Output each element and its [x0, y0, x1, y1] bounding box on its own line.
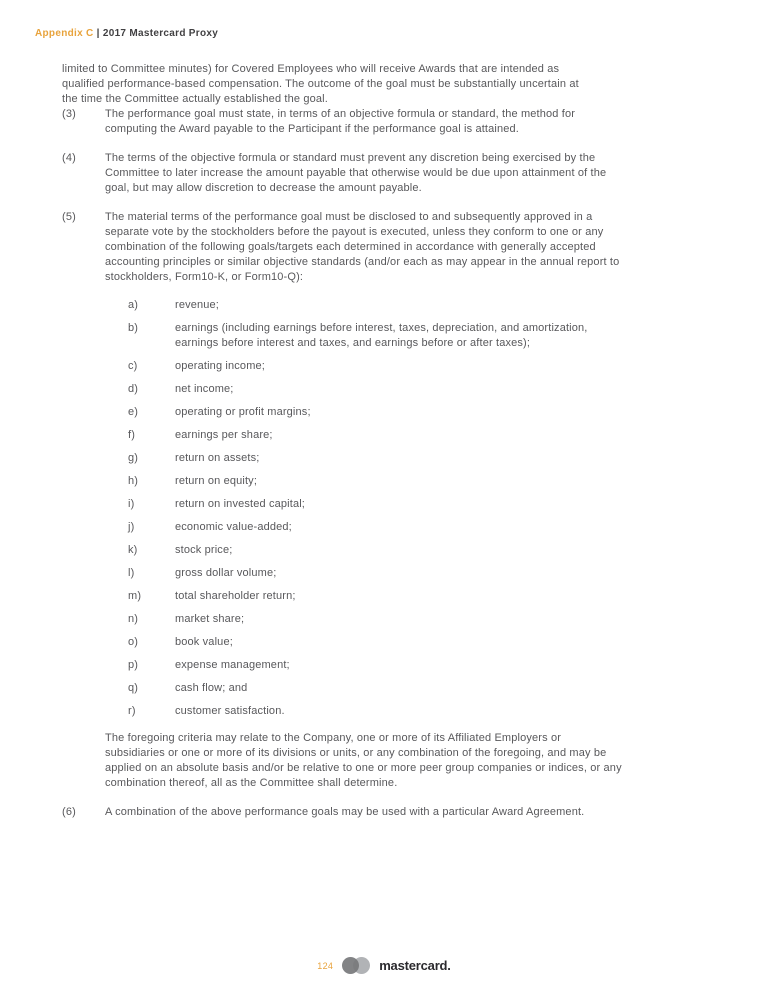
body-content	[62, 62, 624, 834]
lettered-item-letter: b)	[128, 322, 139, 334]
item-text: The performance goal must state, in terms of an objective formula or standard, the method for computing the Award payable to the Participant if the performance goal is attained.	[105, 108, 576, 135]
lettered-item	[128, 474, 624, 489]
lettered-item-text: customer satisfaction.	[175, 705, 285, 717]
lettered-item-text: return on equity;	[175, 475, 258, 487]
lettered-item-letter: f)	[128, 429, 136, 441]
item-number: (5)	[62, 211, 76, 223]
lettered-item-letter: k)	[128, 544, 138, 556]
numbered-item	[62, 805, 624, 820]
numbered-item	[62, 210, 624, 791]
numbered-list	[62, 107, 624, 820]
item-number: (6)	[62, 806, 76, 818]
lettered-item-text: earnings (including earnings before interest, taxes, depreciation, and amortization, earnings before interest and taxes, and earnings before or after taxes);	[175, 322, 588, 349]
lettered-item-letter: l)	[128, 567, 135, 579]
page-footer	[0, 957, 768, 974]
item-body	[105, 210, 624, 791]
item-body	[105, 805, 624, 820]
header-separator-bar: |	[96, 28, 103, 39]
intro-paragraph: limited to Committee minutes) for Covered Employees who will receive Awards that are intended as qualified performance-based compensation. The outcome of the goal must be substantially uncertain at the time the Committee actually established the goal.	[62, 63, 579, 105]
lettered-item-letter: o)	[128, 636, 139, 648]
lettered-item-text: net income;	[175, 383, 234, 395]
page-header	[35, 28, 218, 39]
appendix-label: Appendix C	[35, 28, 94, 39]
lettered-item-letter: c)	[128, 360, 138, 372]
page-number: 124	[317, 960, 334, 971]
item-closing-paragraph: The foregoing criteria may relate to the Company, one or more of its Affiliated Employers or subsidiaries or one or more of its divisions or units, or any combination of the foregoing, and may be applied on an absolute basis and/or be relative to one or more peer group companies or indices, or any combination thereof, all as the Committee shall determine.	[105, 732, 622, 789]
lettered-item-letter: a)	[128, 299, 139, 311]
numbered-item	[62, 151, 624, 196]
lettered-item-text: return on invested capital;	[175, 498, 306, 510]
numbered-item	[62, 107, 624, 137]
lettered-item-text: expense management;	[175, 659, 290, 671]
lettered-list	[128, 298, 624, 719]
lettered-item	[128, 359, 624, 374]
lettered-item-letter: r)	[128, 705, 136, 717]
item-number: (3)	[62, 108, 76, 120]
item-text: A combination of the above performance goals may be used with a particular Award Agreement.	[105, 806, 585, 818]
lettered-item	[128, 658, 624, 673]
lettered-item-letter: q)	[128, 682, 139, 694]
lettered-item-letter: h)	[128, 475, 139, 487]
lettered-item-letter: g)	[128, 452, 139, 464]
brand-wordmark: mastercard.	[379, 958, 451, 973]
lettered-item-letter: i)	[128, 498, 135, 510]
lettered-item	[128, 405, 624, 420]
lettered-item-text: revenue;	[175, 299, 220, 311]
item-body	[105, 151, 624, 196]
lettered-item	[128, 428, 624, 443]
lettered-item	[128, 382, 624, 397]
item-number: (4)	[62, 152, 76, 164]
lettered-item-letter: p)	[128, 659, 139, 671]
lettered-item	[128, 566, 624, 581]
lettered-item-text: stock price;	[175, 544, 233, 556]
lettered-item	[128, 589, 624, 604]
lettered-item-letter: d)	[128, 383, 139, 395]
lettered-item-text: gross dollar volume;	[175, 567, 277, 579]
lettered-item	[128, 635, 624, 650]
header-title: 2017 Mastercard Proxy	[102, 28, 219, 39]
lettered-item	[128, 704, 624, 719]
lettered-item-text: book value;	[175, 636, 233, 648]
lettered-item-text: operating or profit margins;	[175, 406, 311, 418]
lettered-item-text: earnings per share;	[175, 429, 273, 441]
item-text: The material terms of the performance goal must be disclosed to and subsequently approved in a separate vote by the stockholders before the payout is executed, unless they conform to one or any combination of the following goals/targets each determined in accordance with generally accepted accounting principles or similar objective standards (and/or each as may appear in the annual report to stockholders, Form10-K, or Form10-Q):	[105, 211, 620, 283]
lettered-item-letter: m)	[128, 590, 142, 602]
lettered-item-text: total shareholder return;	[175, 590, 296, 602]
lettered-item	[128, 321, 624, 351]
lettered-item-letter: e)	[128, 406, 139, 418]
lettered-item	[128, 298, 624, 313]
lettered-item-text: return on assets;	[175, 452, 260, 464]
lettered-item	[128, 612, 624, 627]
mastercard-logo-icon	[342, 957, 370, 974]
lettered-item-text: cash flow; and	[175, 682, 248, 694]
lettered-item	[128, 543, 624, 558]
lettered-item	[128, 681, 624, 696]
lettered-item-text: economic value-added;	[175, 521, 292, 533]
item-text: The terms of the objective formula or standard must prevent any discretion being exercised by the Committee to later increase the amount payable that otherwise would be due upon attainment of the goal, but may allow discretion to decrease the amount payable.	[105, 152, 607, 194]
lettered-item-text: market share;	[175, 613, 245, 625]
lettered-item	[128, 520, 624, 535]
lettered-item	[128, 497, 624, 512]
item-body	[105, 107, 624, 137]
lettered-item-text: operating income;	[175, 360, 265, 372]
lettered-item-letter: n)	[128, 613, 139, 625]
lettered-item	[128, 451, 624, 466]
lettered-item-letter: j)	[128, 521, 135, 533]
